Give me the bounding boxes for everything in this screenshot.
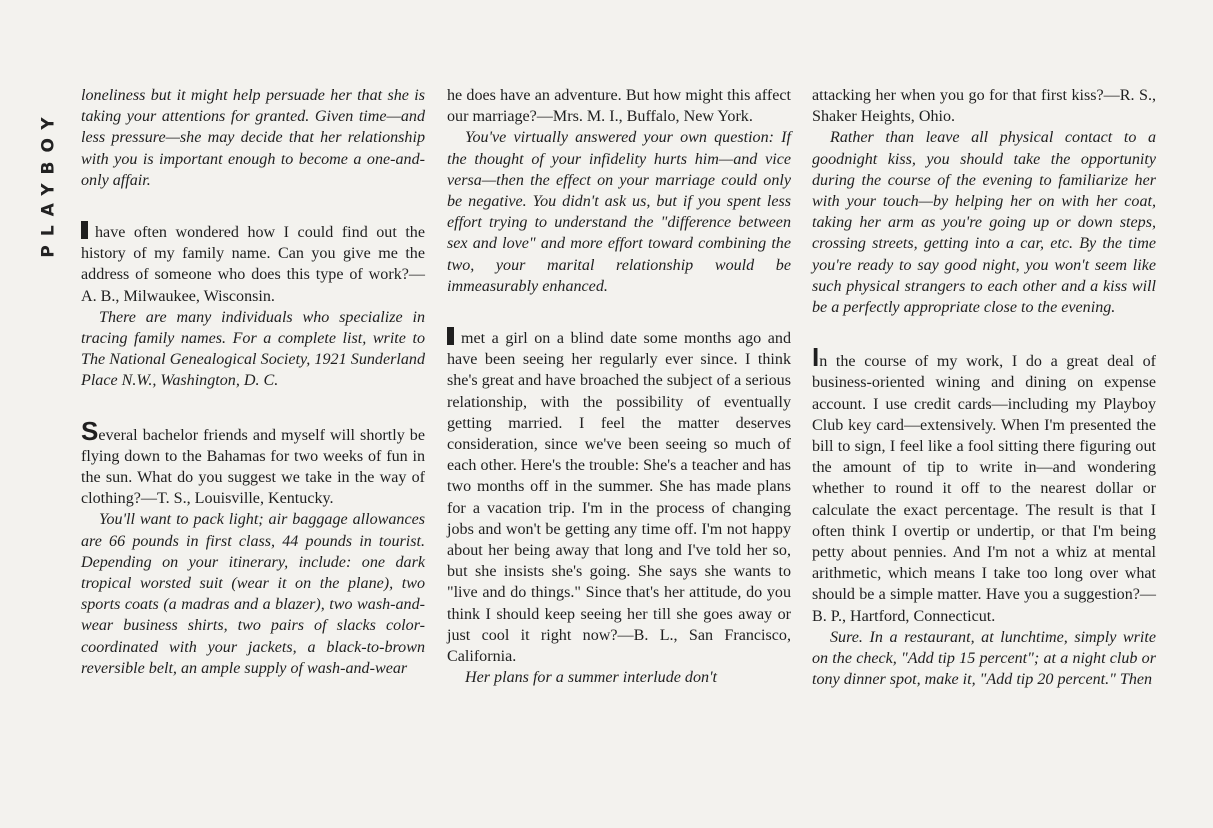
letter-text: n the course of my work, I do a great deal of business-oriented wining and dining on expense account. I use credit cards—including my Playboy Club key card—extensively. When I'm presented the bill to sign, I feel like a fool sitting there figuring out the amount of tip to write in—and wondering whether to round it off to the nearest dollar or calculate the exact percentage. The result is that I often think I overtip or undertip, or that I'm being petty about pennies. And I'm not a whiz at mental arithmetic, which means I take too long over what should be a simple matter. Have you a suggestion?—B. P., Hartford, Connecticut.: [812, 353, 1156, 625]
bar-initial: [447, 327, 454, 345]
letter-text: met a girl on a blind date some months ago and have been seeing her regularly ever since. I think she's great and have broached the subject of a serious relationship, with the possibility of eventually getting married. I feel the matter deserves consideration, since we've been seeing so much of each other. Here's the trouble: She's a teacher and has two months off in the summer. She has made plans for a vacation trip. I'm in the process of changing jobs and won't be getting any time off. I'm not happy about her being away that long and I've told her so, but she insists she's going. She says she wants to "live and do things." Since that's her attitude, do you think I should keep seeing her till she goes away or just cool it right now?—B. L., San Francisco, California.: [447, 330, 791, 666]
answer-paragraph: Rather than leave all physical contact to a goodnight kiss, you should take the opportunity during the course of the evening to familiarize her with your touch—by helping her on with her coat, taking her arm as you're going up or down steps, crossing streets, getting into a car, etc. By the time you're ready to say good night, you won't seem like such physical strangers to each other and a kiss will be a perfectly appropriate close to the evening.: [812, 129, 1156, 317]
letter-paragraph: [812, 342, 1156, 627]
answer-paragraph: You've virtually answered your own question: If the thought of your infidelity hurts him—and vice versa—then the effect on your marriage could only be negative. You didn't ask us, but if you spent less effort trying to understand the "difference between sex and love" and more effort toward combining the two, your marital relationship would be immeasurably enhanced.: [447, 129, 791, 295]
answer-paragraph: Her plans for a summer interlude don't: [465, 669, 717, 687]
answer-paragraph: loneliness but it might help persuade her that she is taking your attentions for granted. Given time—and less pressure—she may decide that her relationship with you is important enough to become a one-and-only affair.: [81, 87, 425, 189]
answer-paragraph: You'll want to pack light; air baggage allowances are 66 pounds in first class, 44 pounds in tourist. Depending on your itinerary, include: one dark tropical worsted suit (wear it on the plane), two sports coats (a madras and a blazer), two wash-and-wear business shirts, two pairs of slacks color-coordinated with your jackets, a black-to-brown reversible belt, an ample supply of wash-and-wear: [81, 511, 425, 677]
answer-paragraph: There are many individuals who specialize in tracing family names. For a complete list, write to The National Genealogical Society, 1921 Sunderland Place N.W., Washington, D. C.: [81, 308, 425, 390]
letter-text: everal bachelor friends and myself will shortly be flying down to the Bahamas for two weeks of fun in the sun. What do you suggest we take in the way of clothing?—T. S., Louisville, Kentucky.: [81, 426, 425, 508]
letter-paragraph: [81, 221, 425, 307]
magazine-logo-vertical: [37, 88, 61, 278]
answer-paragraph: Sure. In a restaurant, at lunchtime, simply write on the check, "Add tip 15 percent"; at a night club or tony dinner spot, make it, "Add tip 20 percent." Then: [812, 628, 1156, 689]
letter-paragraph: [81, 415, 425, 510]
text-column-1: [81, 85, 425, 679]
magazine-logo-text: PLAYBOY: [39, 108, 59, 258]
letter-paragraph: attacking her when you go for that first kiss?—R. S., Shaker Heights, Ohio.: [812, 87, 1156, 126]
letter-text: have often wondered how I could find out the history of my family name. Can you give me the address of someone who does this type of work?—A. B., Milwaukee, Wisconsin.: [81, 224, 425, 305]
text-column-2: [447, 85, 791, 688]
bar-initial: [81, 221, 88, 239]
letter-paragraph: [447, 327, 791, 667]
text-column-3: [812, 85, 1156, 690]
drop-initial: I: [812, 342, 820, 373]
letter-paragraph: he does have an adventure. But how might this affect our marriage?—Mrs. M. I., Buffalo, New York.: [447, 87, 791, 126]
drop-initial: S: [81, 415, 99, 446]
